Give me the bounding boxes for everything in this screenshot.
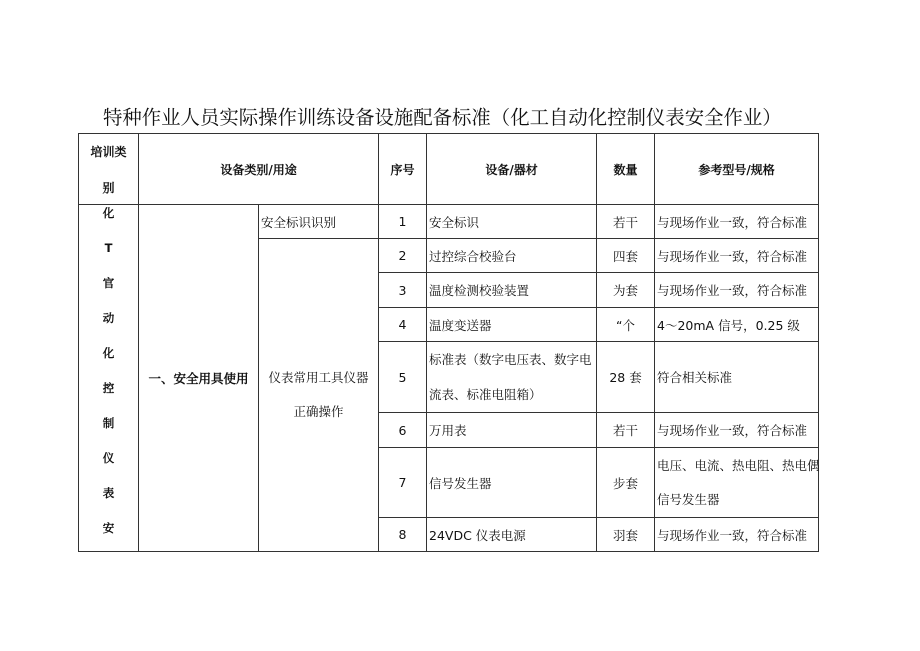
- category-char: 官: [102, 276, 115, 290]
- row-equipment: 信号发生器: [427, 448, 597, 518]
- category-char: 动: [102, 311, 115, 325]
- header-spec: 参考型号/规格: [655, 134, 819, 205]
- row-equipment: 过控综合校验台: [427, 239, 597, 273]
- row-number: 5: [379, 342, 427, 413]
- row-spec: 与现场作业一致，符合标准: [655, 413, 819, 448]
- row-equipment: 温度检测校验装置: [427, 273, 597, 308]
- row-number: 3: [379, 273, 427, 308]
- subgroup-line: 仪表常用工具仪器: [268, 370, 369, 385]
- header-equipment: 设备/器材: [427, 134, 597, 205]
- group-cell: 一、安全用具使用: [139, 205, 259, 552]
- training-category-cell: [79, 205, 139, 552]
- category-char: 表: [102, 486, 115, 500]
- table-row: [79, 205, 819, 239]
- category-char: 制: [102, 416, 115, 430]
- header-training-category: [79, 134, 139, 205]
- row-spec: 与现场作业一致，符合标准: [655, 518, 819, 552]
- row-equipment-line: 标准表（数字电压表、数字电: [429, 352, 592, 367]
- row-equipment: 温度变送器: [427, 308, 597, 342]
- subgroup-cell: [259, 239, 379, 552]
- row-spec: 符合相关标准: [655, 342, 819, 413]
- row-spec: 与现场作业一致，符合标准: [655, 239, 819, 273]
- row-equipment: 万用表: [427, 413, 597, 448]
- category-char: 化: [102, 206, 115, 220]
- row-number: 1: [379, 205, 427, 239]
- row-equipment-line: 流表、标准电阻箱）: [429, 387, 542, 402]
- row-spec: 4～20mA 信号，0.25 级: [655, 308, 819, 342]
- row-equipment: 安全标识: [427, 205, 597, 239]
- header-number: 序号: [379, 134, 427, 205]
- equipment-standard-table: [78, 133, 819, 552]
- row-quantity: 步套: [597, 448, 655, 518]
- row-spec: [655, 448, 819, 518]
- subgroup-cell: 安全标识识别: [259, 205, 379, 239]
- category-char: 化: [102, 346, 115, 360]
- row-spec-line: 电压、电流、热电阻、热电偶: [657, 457, 820, 473]
- row-equipment: [427, 342, 597, 413]
- row-spec: 与现场作业一致，符合标准: [655, 273, 819, 308]
- subgroup-line: 正确操作: [293, 404, 344, 419]
- row-number: 4: [379, 308, 427, 342]
- row-quantity: 28 套: [597, 342, 655, 413]
- row-quantity: “个: [597, 308, 655, 342]
- row-quantity: 为套: [597, 273, 655, 308]
- row-number: 8: [379, 518, 427, 552]
- category-char: 仪: [102, 451, 115, 465]
- page-title: 特种作业人员实际操作训练设备设施配备标准（化工自动化控制仪表安全作业）: [103, 106, 782, 129]
- category-char: 控: [102, 381, 115, 395]
- row-spec-line: 信号发生器: [657, 491, 720, 507]
- header-training-category-line1: 培训类: [90, 145, 127, 159]
- row-number: 6: [379, 413, 427, 448]
- header-quantity: 数量: [597, 134, 655, 205]
- row-number: 7: [379, 448, 427, 518]
- category-char: 安: [102, 521, 115, 535]
- row-equipment: 24VDC 仪表电源: [427, 518, 597, 552]
- row-quantity: 若干: [597, 205, 655, 239]
- row-number: 2: [379, 239, 427, 273]
- row-quantity: 若干: [597, 413, 655, 448]
- header-equipment-type: 设备类别/用途: [139, 134, 379, 205]
- row-quantity: 羽套: [597, 518, 655, 552]
- header-training-category-line2: 别: [102, 181, 115, 195]
- category-char: T: [104, 241, 113, 255]
- row-spec: 与现场作业一致，符合标准: [655, 205, 819, 239]
- row-quantity: 四套: [597, 239, 655, 273]
- header-row: [79, 134, 819, 205]
